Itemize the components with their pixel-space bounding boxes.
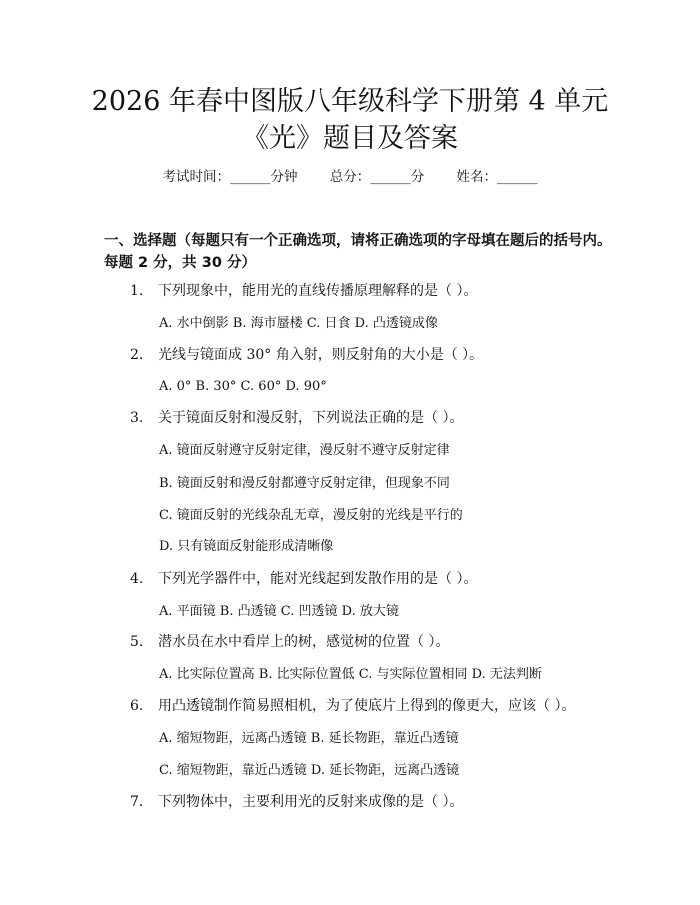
question-3-option-d: D. 只有镜面反射能形成清晰像 xyxy=(159,539,334,554)
question-4 xyxy=(130,569,477,589)
question-1-options: A. 水中倒影 B. 海市蜃楼 C. 日食 D. 凸透镜成像 xyxy=(159,316,438,331)
question-5-options: A. 比实际位置高 B. 比实际位置低 C. 与实际位置相同 D. 无法判断 xyxy=(159,667,542,682)
exam-time-field: 考试时间：______分钟 xyxy=(162,169,298,185)
section-heading-line-2: 每题 2 分，共 30 分） xyxy=(104,255,256,271)
question-3-option-a: A. 镜面反射遵守反射定律，漫反射不遵守反射定律 xyxy=(159,443,450,458)
page-title-line-2: 《光》题目及答案 xyxy=(242,123,458,154)
question-text: 关于镜面反射和漫反射，下列说法正确的是（ ）。 xyxy=(158,410,464,426)
question-3 xyxy=(130,408,463,428)
question-4-options: A. 平面镜 B. 凸透镜 C. 凹透镜 D. 放大镜 xyxy=(159,604,399,619)
question-6-options-cd: C. 缩短物距，靠近凸透镜 D. 延长物距，远离凸透镜 xyxy=(159,763,460,778)
total-score-field: 总分：______分 xyxy=(329,169,425,185)
question-2 xyxy=(130,345,483,365)
page-title-line-1: 2026 年春中图版八年级科学下册第 4 单元 xyxy=(91,86,609,117)
question-number: 3. xyxy=(130,410,144,426)
question-6 xyxy=(130,696,575,716)
section-heading-line-1: 一、选择题（每题只有一个正确选项，请将正确选项的字母填在题后的括号内。 xyxy=(104,233,612,249)
question-7 xyxy=(130,792,463,812)
question-number: 5. xyxy=(130,634,144,650)
question-number: 6. xyxy=(130,698,144,714)
question-3-option-b: B. 镜面反射和漫反射都遵守反射定律，但现象不同 xyxy=(159,476,450,491)
question-text: 下列光学器件中，能对光线起到发散作用的是（ ）。 xyxy=(158,571,478,587)
question-5 xyxy=(130,632,449,652)
question-3-option-c: C. 镜面反射的光线杂乱无章，漫反射的光线是平行的 xyxy=(159,508,463,523)
question-number: 7. xyxy=(130,794,144,810)
student-name-field: 姓名：______ xyxy=(456,169,538,185)
question-text: 下列物体中，主要利用光的反射来成像的是（ ）。 xyxy=(158,794,464,810)
question-text: 潜水员在水中看岸上的树，感觉树的位置（ ）。 xyxy=(158,634,450,650)
question-text: 光线与镜面成 30° 角入射，则反射角的大小是（ ）。 xyxy=(158,347,484,363)
question-1 xyxy=(130,281,477,301)
question-text: 下列现象中，能用光的直线传播原理解释的是（ ）。 xyxy=(158,283,478,299)
question-number: 1. xyxy=(130,283,144,299)
question-text: 用凸透镜制作简易照相机，为了使底片上得到的像更大，应该（ ）。 xyxy=(158,698,576,714)
question-6-options-ab: A. 缩短物距，远离凸透镜 B. 延长物距，靠近凸透镜 xyxy=(159,731,459,746)
question-2-options: A. 0° B. 30° C. 60° D. 90° xyxy=(159,379,327,394)
exam-meta xyxy=(0,167,700,187)
question-number: 2. xyxy=(130,347,144,363)
question-number: 4. xyxy=(130,571,144,587)
